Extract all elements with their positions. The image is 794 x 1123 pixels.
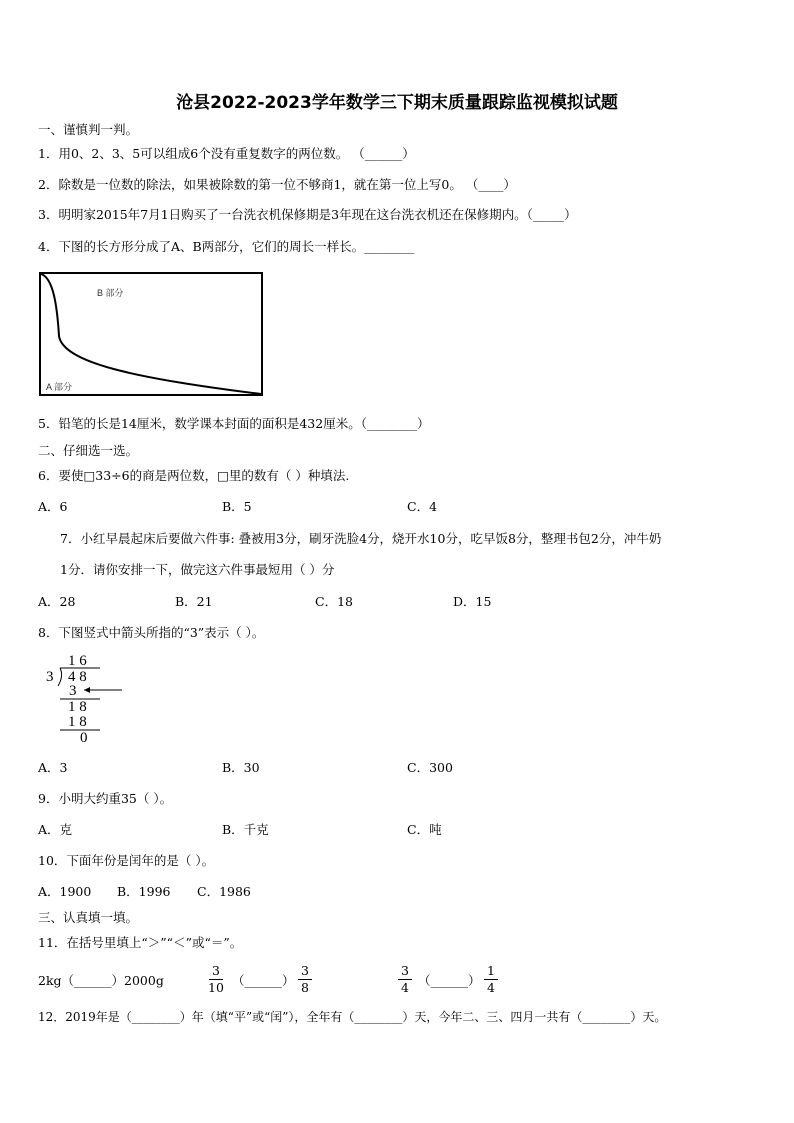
- rectangle-figure: [39, 272, 263, 396]
- divisor: 3: [46, 669, 54, 685]
- q7-option-b: B．21: [175, 594, 213, 609]
- numerator: 1: [487, 963, 495, 978]
- quotient: 1 6: [68, 653, 87, 669]
- denominator: 4: [487, 980, 495, 995]
- q11-item-b-blank: （______）: [232, 973, 295, 988]
- q8-option-a: A．3: [38, 760, 68, 775]
- question-2: 2．除数是一位数的除法，如果被除数的第一位不够商1，就在第一位上写0。 （____）: [38, 177, 516, 192]
- q6-option-b: B．5: [222, 499, 252, 514]
- section-heading-judge: 一、谨慎判一判。: [38, 122, 139, 137]
- dividend: 4 8: [68, 669, 87, 685]
- question-7-line2: 1分．请你安排一下，做完这六件事最短用（ ）分: [60, 562, 335, 577]
- denominator: 4: [401, 980, 409, 995]
- question-8: 8．下图竖式中箭头所指的“3”表示（ ）。: [38, 625, 265, 640]
- curve-divider: [41, 274, 261, 394]
- question-11: 11．在括号里填上“＞”“＜”或“＝”。: [38, 935, 243, 950]
- q7-option-d: D．15: [453, 594, 492, 609]
- page-title: 沧县2022-2023学年数学三下期末质量跟踪监视模拟试题: [176, 93, 618, 113]
- numerator: 3: [401, 963, 409, 978]
- q6-option-c: C．4: [407, 499, 438, 514]
- fraction-3-10: [208, 964, 224, 995]
- fraction-3-8: [298, 964, 312, 995]
- numerator: 3: [301, 963, 309, 978]
- product-row-1: 3: [69, 683, 77, 699]
- question-9: 9．小明大约重35（ ）。: [38, 791, 173, 806]
- section-heading-fill: 三、认真填一填。: [38, 910, 139, 925]
- q10-option-a: A．1900: [38, 884, 92, 899]
- denominator: 10: [208, 980, 224, 995]
- q10-option-c: C．1986: [197, 884, 251, 899]
- remainder-row-1: 1 8: [68, 699, 87, 715]
- question-3: 3．明明家2015年7月1日购买了一台洗衣机保修期是3年现在这台洗衣机还在保修期内。（_____）: [38, 207, 577, 222]
- question-5: 5．铅笔的长是14厘米，数学课本封面的面积是432厘米。（________）: [38, 416, 430, 431]
- question-10: 10．下面年份是闰年的是（ ）。: [38, 853, 215, 868]
- fraction-1-4: [484, 964, 498, 995]
- final-remainder: 0: [80, 730, 88, 746]
- product-row-2: 1 8: [68, 714, 87, 730]
- denominator: 8: [301, 980, 309, 995]
- question-1: 1．用0、2、3、5可以组成6个没有重复数字的两位数。 （______）: [38, 146, 415, 161]
- q7-option-c: C．18: [315, 594, 353, 609]
- q8-option-c: C．300: [407, 760, 453, 775]
- question-4: 4．下图的长方形分成了A、B两部分，它们的周长一样长。________: [38, 239, 415, 254]
- fraction-3-4: [398, 964, 412, 995]
- part-a-label: A 部分: [46, 382, 73, 392]
- q9-option-a: A．克: [38, 822, 73, 837]
- q11-item-a: 2kg（______）2000g: [38, 973, 164, 988]
- q6-option-a: A．6: [38, 499, 68, 514]
- q8-option-b: B．30: [222, 760, 260, 775]
- question-12: 12．2019年是（________）年（填“平”或“闰”），全年有（________）天，今年二、三、四月一共有（________）天。: [38, 1010, 667, 1024]
- long-division-figure: [42, 652, 132, 748]
- q9-option-c: C．吨: [407, 822, 442, 837]
- q11-item-c-blank: （______）: [418, 973, 481, 988]
- numerator: 3: [211, 963, 220, 978]
- question-6: 6．要使□33÷6的商是两位数，□里的数有（ ）种填法.: [38, 468, 350, 483]
- q7-option-a: A．28: [38, 594, 76, 609]
- question-7-line1: 7．小红早晨起床后要做六件事: 叠被用3分，刷牙洗脸4分，烧开水10分，吃早饭8分，整理书包2分，冲牛奶: [60, 531, 662, 546]
- q10-option-b: B．1996: [117, 884, 171, 899]
- q9-option-b: B．千克: [222, 822, 269, 837]
- part-b-label: B 部分: [97, 288, 124, 298]
- section-heading-choose: 二、仔细选一选。: [38, 443, 139, 458]
